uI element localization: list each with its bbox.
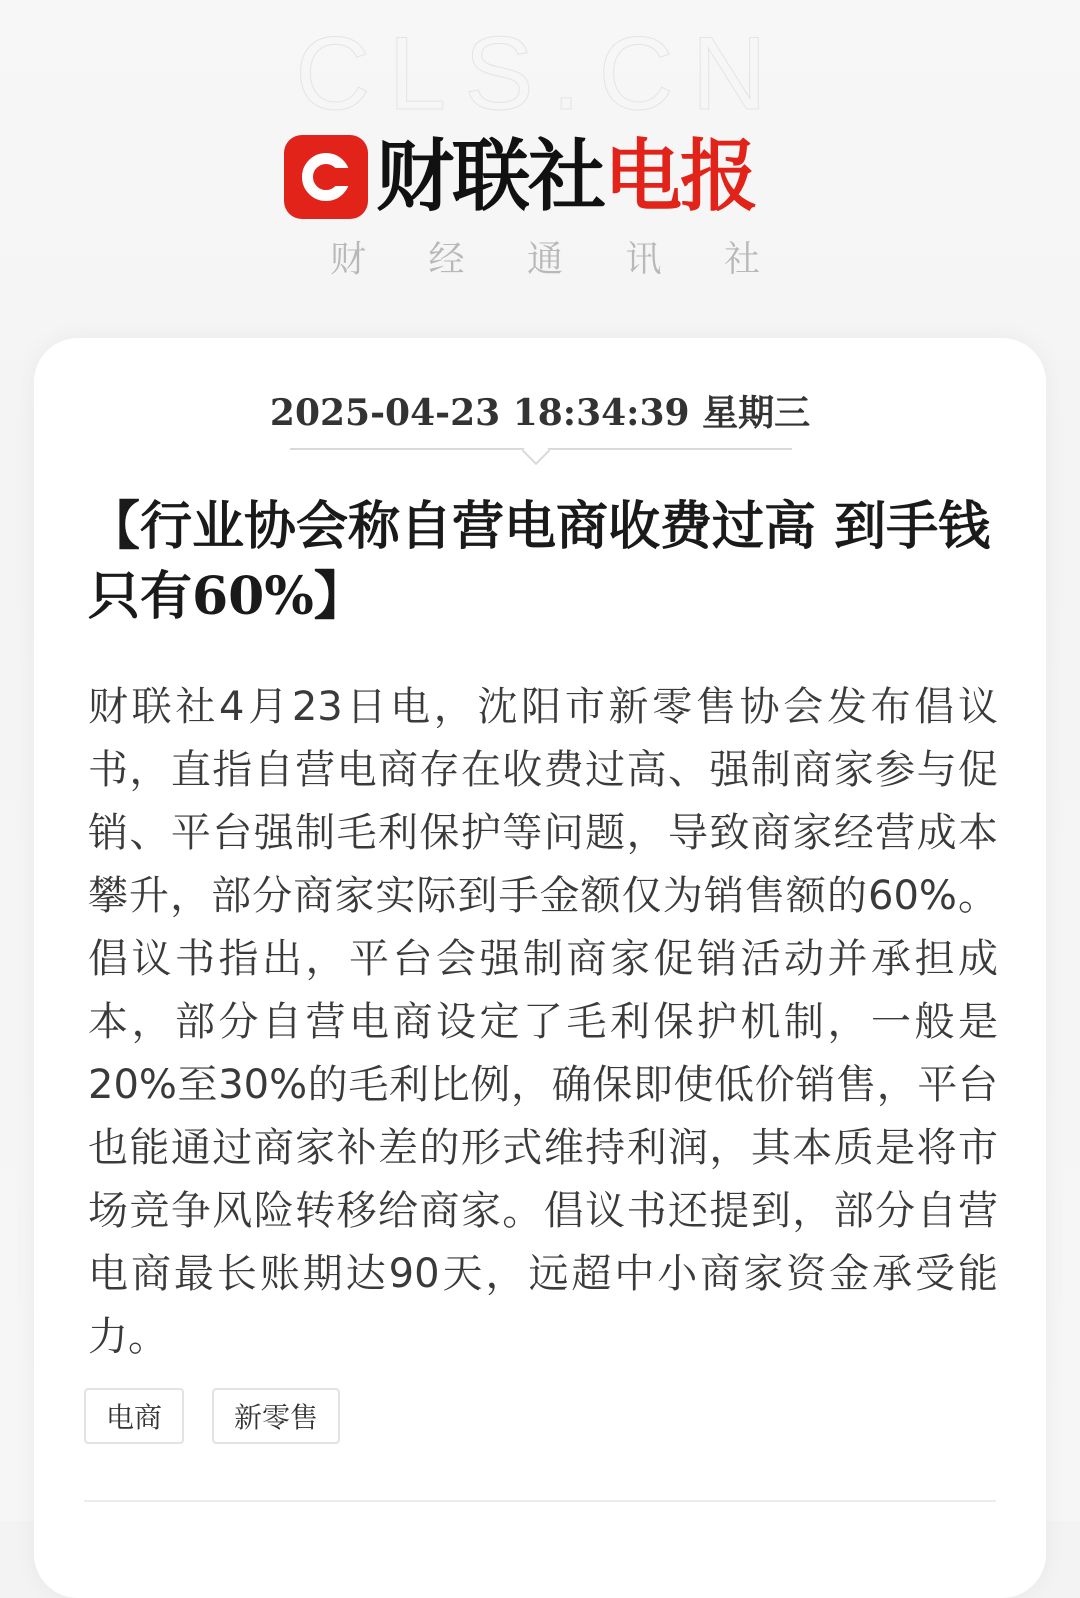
article-headline: 【行业协会称自营电商收费过高 到手钱只有60%】 xyxy=(88,496,991,627)
tagline-char: 社 xyxy=(723,239,760,280)
tagline-char: 财 xyxy=(330,239,367,280)
brand-tagline xyxy=(330,238,760,281)
brand-name: 财联社 xyxy=(376,132,605,222)
tagline-char: 讯 xyxy=(625,239,662,280)
watermark: CLS.CN xyxy=(295,16,785,132)
article-body: 财联社4月23日电，沈阳市新零售协会发布倡议书，直指自营电商存在收费过高、强制商家参与促销、平台强制毛利保护等问题，导致商家经营成本攀升，部分商家实际到手金额仅为销售额的60%。倡议书指出，平台会强制商家促销活动并承担成本，部分自营电商设定了毛利保护机制，一般是20%至30%的毛利比例，确保即使低价销售，平台也能通过商家补差的形式维持利润，其本质是将市场竞争风险转移给商家。倡议书还提到，部分自营电商最长账期达90天，远超中小商家资金承受能力。 xyxy=(88,684,998,1360)
tagline-char: 通 xyxy=(526,239,563,280)
publish-datetime: 2025-04-23 18:34:39 星期三 xyxy=(269,392,811,434)
bottom-divider xyxy=(84,1500,996,1502)
tag-new-retail[interactable]: 新零售 xyxy=(212,1388,340,1444)
tag-ecommerce[interactable]: 电商 xyxy=(84,1388,184,1444)
tag-list xyxy=(84,1388,340,1444)
brand-section: 电报 xyxy=(604,132,757,222)
cls-logo-icon xyxy=(284,135,368,219)
tagline-char: 经 xyxy=(428,239,465,280)
brand-logo xyxy=(284,132,804,222)
